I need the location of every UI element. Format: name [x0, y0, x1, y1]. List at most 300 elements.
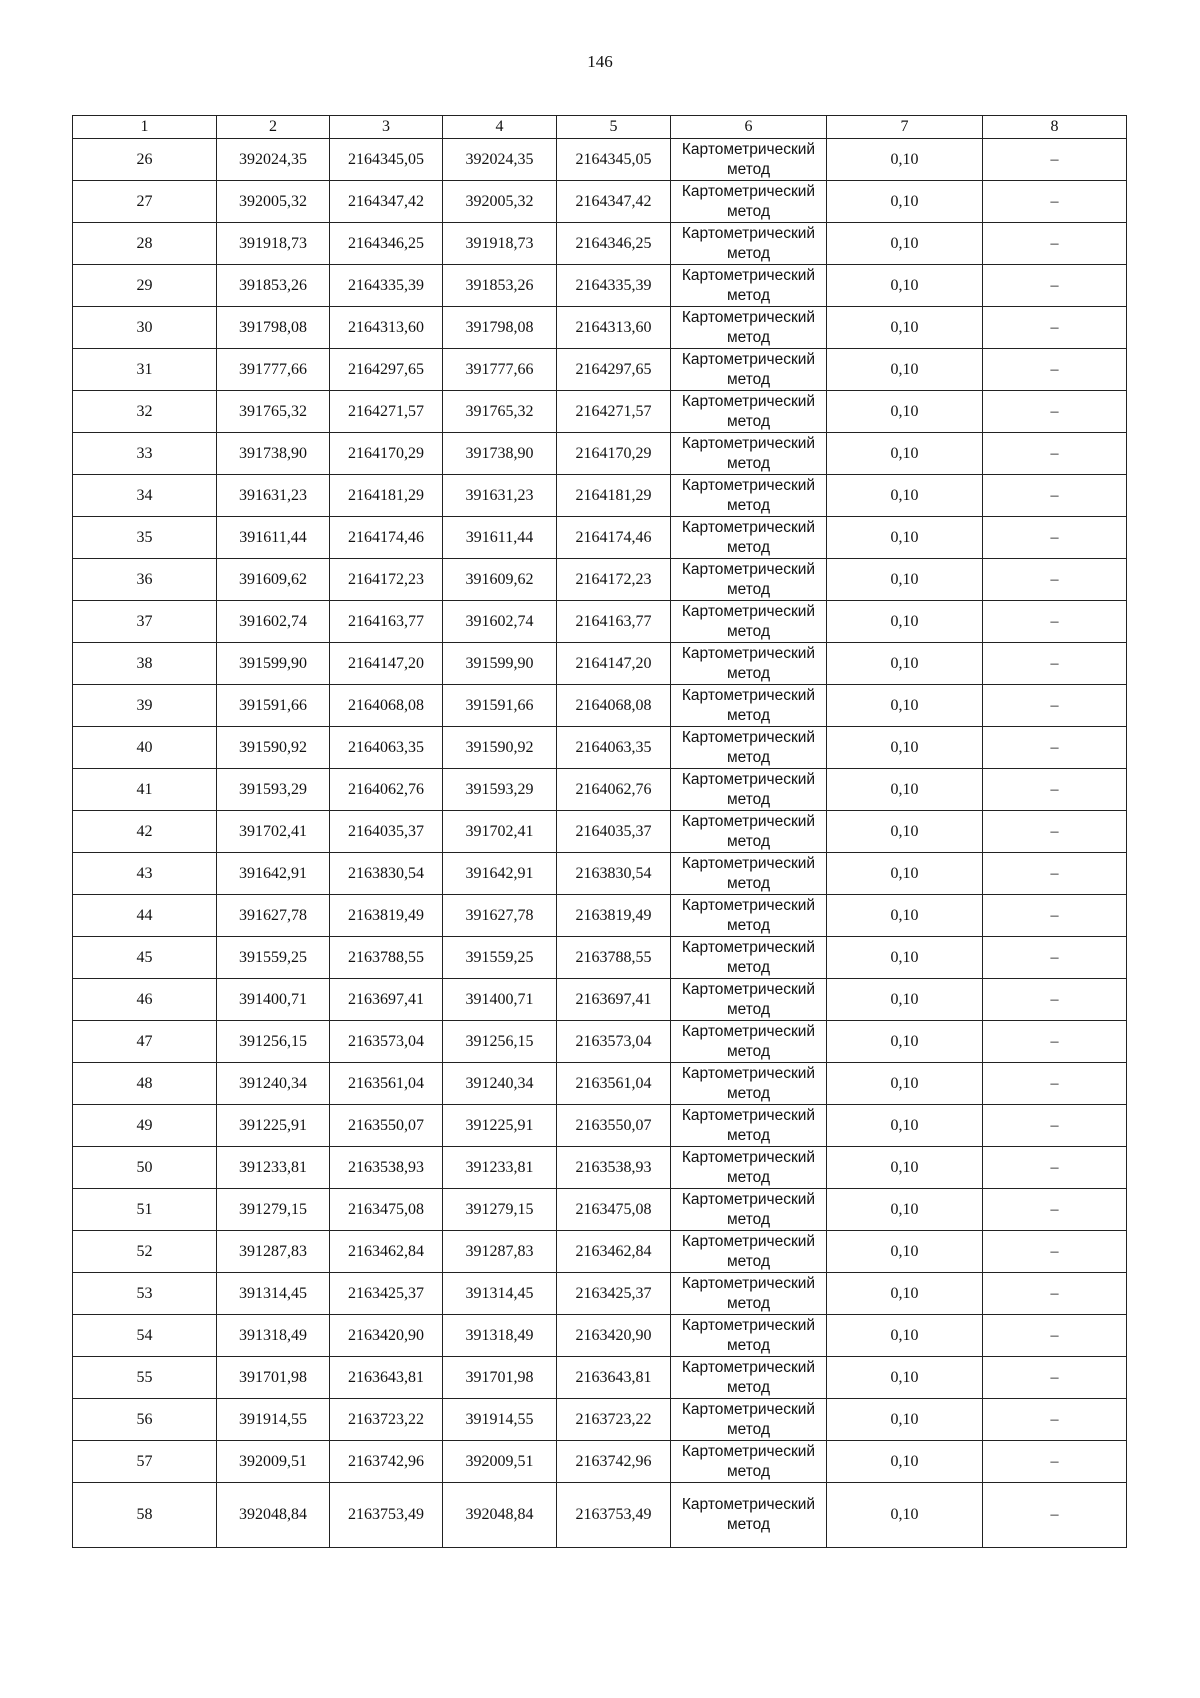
x-coordinate-cell: 391611,44: [443, 517, 557, 559]
method-cell: Картометрический метод: [671, 1021, 827, 1063]
note-cell: –: [983, 811, 1127, 853]
point-number-cell: 33: [73, 433, 217, 475]
y-coordinate-cell: 2164347,42: [330, 181, 443, 223]
note-cell: –: [983, 769, 1127, 811]
point-number-cell: 53: [73, 1273, 217, 1315]
x-coordinate-cell: 391225,91: [217, 1105, 330, 1147]
table-row: [73, 1315, 1127, 1357]
x-coordinate-cell: 391599,90: [217, 643, 330, 685]
y-coordinate-cell: 2163550,07: [557, 1105, 671, 1147]
y-coordinate-cell: 2163420,90: [330, 1315, 443, 1357]
accuracy-cell: 0,10: [827, 349, 983, 391]
y-coordinate-cell: 2163753,49: [330, 1483, 443, 1548]
header-row: [73, 116, 1127, 139]
table-header: [73, 116, 1127, 139]
point-number-cell: 35: [73, 517, 217, 559]
y-coordinate-cell: 2164174,46: [330, 517, 443, 559]
x-coordinate-cell: 391798,08: [443, 307, 557, 349]
note-cell: –: [983, 559, 1127, 601]
method-cell: Картометрический метод: [671, 307, 827, 349]
y-coordinate-cell: 2164170,29: [557, 433, 671, 475]
table-row: [73, 349, 1127, 391]
column-header: 6: [671, 116, 827, 139]
note-cell: –: [983, 1357, 1127, 1399]
method-cell: Картометрический метод: [671, 1063, 827, 1105]
method-cell: Картометрический метод: [671, 937, 827, 979]
point-number-cell: 34: [73, 475, 217, 517]
note-cell: –: [983, 601, 1127, 643]
column-header: 2: [217, 116, 330, 139]
y-coordinate-cell: 2163742,96: [330, 1441, 443, 1483]
x-coordinate-cell: 391701,98: [217, 1357, 330, 1399]
accuracy-cell: 0,10: [827, 265, 983, 307]
table-row: [73, 1273, 1127, 1315]
table-row: [73, 1357, 1127, 1399]
y-coordinate-cell: 2163753,49: [557, 1483, 671, 1548]
x-coordinate-cell: 391400,71: [443, 979, 557, 1021]
y-coordinate-cell: 2164181,29: [557, 475, 671, 517]
coordinates-table: [72, 115, 1127, 1548]
table-row: [73, 1231, 1127, 1273]
y-coordinate-cell: 2163573,04: [557, 1021, 671, 1063]
x-coordinate-cell: 391602,74: [217, 601, 330, 643]
y-coordinate-cell: 2163819,49: [557, 895, 671, 937]
point-number-cell: 26: [73, 139, 217, 181]
note-cell: –: [983, 895, 1127, 937]
table-row: [73, 433, 1127, 475]
y-coordinate-cell: 2163550,07: [330, 1105, 443, 1147]
x-coordinate-cell: 391602,74: [443, 601, 557, 643]
accuracy-cell: 0,10: [827, 139, 983, 181]
table-row: [73, 1399, 1127, 1441]
note-cell: –: [983, 1021, 1127, 1063]
method-cell: Картометрический метод: [671, 559, 827, 601]
x-coordinate-cell: 391627,78: [443, 895, 557, 937]
accuracy-cell: 0,10: [827, 1399, 983, 1441]
x-coordinate-cell: 391233,81: [443, 1147, 557, 1189]
point-number-cell: 46: [73, 979, 217, 1021]
x-coordinate-cell: 392005,32: [443, 181, 557, 223]
y-coordinate-cell: 2164181,29: [330, 475, 443, 517]
note-cell: –: [983, 223, 1127, 265]
x-coordinate-cell: 391738,90: [217, 433, 330, 475]
x-coordinate-cell: 391918,73: [217, 223, 330, 265]
y-coordinate-cell: 2163573,04: [330, 1021, 443, 1063]
table-row: [73, 1147, 1127, 1189]
y-coordinate-cell: 2164347,42: [557, 181, 671, 223]
column-header: 4: [443, 116, 557, 139]
y-coordinate-cell: 2163788,55: [557, 937, 671, 979]
accuracy-cell: 0,10: [827, 685, 983, 727]
column-header: 5: [557, 116, 671, 139]
y-coordinate-cell: 2163462,84: [557, 1231, 671, 1273]
accuracy-cell: 0,10: [827, 853, 983, 895]
x-coordinate-cell: 391318,49: [217, 1315, 330, 1357]
table-row: [73, 643, 1127, 685]
x-coordinate-cell: 391611,44: [217, 517, 330, 559]
x-coordinate-cell: 391400,71: [217, 979, 330, 1021]
column-header: 3: [330, 116, 443, 139]
accuracy-cell: 0,10: [827, 1021, 983, 1063]
y-coordinate-cell: 2164297,65: [557, 349, 671, 391]
y-coordinate-cell: 2164068,08: [330, 685, 443, 727]
accuracy-cell: 0,10: [827, 979, 983, 1021]
note-cell: –: [983, 979, 1127, 1021]
x-coordinate-cell: 391777,66: [217, 349, 330, 391]
point-number-cell: 55: [73, 1357, 217, 1399]
x-coordinate-cell: 391240,34: [443, 1063, 557, 1105]
method-cell: Картометрический метод: [671, 223, 827, 265]
y-coordinate-cell: 2163742,96: [557, 1441, 671, 1483]
y-coordinate-cell: 2163475,08: [557, 1189, 671, 1231]
y-coordinate-cell: 2163723,22: [557, 1399, 671, 1441]
point-number-cell: 28: [73, 223, 217, 265]
x-coordinate-cell: 392005,32: [217, 181, 330, 223]
note-cell: –: [983, 1147, 1127, 1189]
y-coordinate-cell: 2163462,84: [330, 1231, 443, 1273]
x-coordinate-cell: 391765,32: [443, 391, 557, 433]
method-cell: Картометрический метод: [671, 769, 827, 811]
table-row: [73, 1105, 1127, 1147]
accuracy-cell: 0,10: [827, 1063, 983, 1105]
table-row: [73, 517, 1127, 559]
x-coordinate-cell: 391642,91: [217, 853, 330, 895]
method-cell: Картометрический метод: [671, 1357, 827, 1399]
method-cell: Картометрический метод: [671, 1315, 827, 1357]
table-row: [73, 979, 1127, 1021]
x-coordinate-cell: 391609,62: [443, 559, 557, 601]
y-coordinate-cell: 2163723,22: [330, 1399, 443, 1441]
y-coordinate-cell: 2164346,25: [557, 223, 671, 265]
point-number-cell: 50: [73, 1147, 217, 1189]
x-coordinate-cell: 391591,66: [217, 685, 330, 727]
y-coordinate-cell: 2164313,60: [330, 307, 443, 349]
x-coordinate-cell: 391240,34: [217, 1063, 330, 1105]
x-coordinate-cell: 391702,41: [217, 811, 330, 853]
accuracy-cell: 0,10: [827, 307, 983, 349]
point-number-cell: 32: [73, 391, 217, 433]
y-coordinate-cell: 2164335,39: [330, 265, 443, 307]
x-coordinate-cell: 391559,25: [443, 937, 557, 979]
page-number: 146: [587, 52, 613, 71]
method-cell: Картометрический метод: [671, 139, 827, 181]
method-cell: Картометрический метод: [671, 1399, 827, 1441]
x-coordinate-cell: 391914,55: [217, 1399, 330, 1441]
y-coordinate-cell: 2163475,08: [330, 1189, 443, 1231]
point-number-cell: 31: [73, 349, 217, 391]
point-number-cell: 38: [73, 643, 217, 685]
note-cell: –: [983, 391, 1127, 433]
note-cell: –: [983, 643, 1127, 685]
accuracy-cell: 0,10: [827, 181, 983, 223]
x-coordinate-cell: 391225,91: [443, 1105, 557, 1147]
method-cell: Картометрический метод: [671, 1441, 827, 1483]
accuracy-cell: 0,10: [827, 895, 983, 937]
x-coordinate-cell: 391279,15: [217, 1189, 330, 1231]
accuracy-cell: 0,10: [827, 433, 983, 475]
table-row: [73, 1189, 1127, 1231]
table-row: [73, 1063, 1127, 1105]
note-cell: –: [983, 685, 1127, 727]
y-coordinate-cell: 2163561,04: [557, 1063, 671, 1105]
point-number-cell: 29: [73, 265, 217, 307]
note-cell: –: [983, 1273, 1127, 1315]
y-coordinate-cell: 2164345,05: [330, 139, 443, 181]
table-row: [73, 391, 1127, 433]
y-coordinate-cell: 2163788,55: [330, 937, 443, 979]
table-row: [73, 139, 1127, 181]
accuracy-cell: 0,10: [827, 1147, 983, 1189]
accuracy-cell: 0,10: [827, 1441, 983, 1483]
y-coordinate-cell: 2163425,37: [557, 1273, 671, 1315]
method-cell: Картометрический метод: [671, 475, 827, 517]
x-coordinate-cell: 391599,90: [443, 643, 557, 685]
note-cell: –: [983, 475, 1127, 517]
method-cell: Картометрический метод: [671, 181, 827, 223]
method-cell: Картометрический метод: [671, 685, 827, 727]
method-cell: Картометрический метод: [671, 727, 827, 769]
point-number-cell: 48: [73, 1063, 217, 1105]
y-coordinate-cell: 2164063,35: [330, 727, 443, 769]
x-coordinate-cell: 391590,92: [443, 727, 557, 769]
column-header: 8: [983, 116, 1127, 139]
x-coordinate-cell: 391627,78: [217, 895, 330, 937]
point-number-cell: 43: [73, 853, 217, 895]
table-row: [73, 181, 1127, 223]
point-number-cell: 47: [73, 1021, 217, 1063]
note-cell: –: [983, 181, 1127, 223]
x-coordinate-cell: 391738,90: [443, 433, 557, 475]
note-cell: –: [983, 727, 1127, 769]
y-coordinate-cell: 2164062,76: [557, 769, 671, 811]
y-coordinate-cell: 2164035,37: [330, 811, 443, 853]
x-coordinate-cell: 391777,66: [443, 349, 557, 391]
y-coordinate-cell: 2164147,20: [557, 643, 671, 685]
x-coordinate-cell: 391914,55: [443, 1399, 557, 1441]
y-coordinate-cell: 2163420,90: [557, 1315, 671, 1357]
method-cell: Картометрический метод: [671, 979, 827, 1021]
method-cell: Картометрический метод: [671, 895, 827, 937]
x-coordinate-cell: 392024,35: [443, 139, 557, 181]
x-coordinate-cell: 392024,35: [217, 139, 330, 181]
note-cell: –: [983, 1063, 1127, 1105]
y-coordinate-cell: 2164063,35: [557, 727, 671, 769]
x-coordinate-cell: 392048,84: [217, 1483, 330, 1548]
method-cell: Картометрический метод: [671, 391, 827, 433]
note-cell: –: [983, 139, 1127, 181]
y-coordinate-cell: 2163561,04: [330, 1063, 443, 1105]
method-cell: Картометрический метод: [671, 643, 827, 685]
x-coordinate-cell: 391287,83: [217, 1231, 330, 1273]
accuracy-cell: 0,10: [827, 223, 983, 265]
y-coordinate-cell: 2163697,41: [330, 979, 443, 1021]
accuracy-cell: 0,10: [827, 1483, 983, 1548]
method-cell: Картометрический метод: [671, 1273, 827, 1315]
y-coordinate-cell: 2164271,57: [330, 391, 443, 433]
x-coordinate-cell: 391314,45: [217, 1273, 330, 1315]
accuracy-cell: 0,10: [827, 475, 983, 517]
x-coordinate-cell: 391318,49: [443, 1315, 557, 1357]
accuracy-cell: 0,10: [827, 1273, 983, 1315]
point-number-cell: 42: [73, 811, 217, 853]
table-row: [73, 853, 1127, 895]
table-row: [73, 265, 1127, 307]
point-number-cell: 30: [73, 307, 217, 349]
note-cell: –: [983, 307, 1127, 349]
table-row: [73, 1483, 1127, 1548]
point-number-cell: 40: [73, 727, 217, 769]
y-coordinate-cell: 2164068,08: [557, 685, 671, 727]
table-row: [73, 223, 1127, 265]
point-number-cell: 27: [73, 181, 217, 223]
table-row: [73, 1441, 1127, 1483]
accuracy-cell: 0,10: [827, 559, 983, 601]
y-coordinate-cell: 2164174,46: [557, 517, 671, 559]
note-cell: –: [983, 1441, 1127, 1483]
method-cell: Картометрический метод: [671, 349, 827, 391]
y-coordinate-cell: 2164297,65: [330, 349, 443, 391]
accuracy-cell: 0,10: [827, 643, 983, 685]
note-cell: –: [983, 433, 1127, 475]
x-coordinate-cell: 392048,84: [443, 1483, 557, 1548]
note-cell: –: [983, 1189, 1127, 1231]
x-coordinate-cell: 391559,25: [217, 937, 330, 979]
accuracy-cell: 0,10: [827, 1357, 983, 1399]
point-number-cell: 39: [73, 685, 217, 727]
y-coordinate-cell: 2163425,37: [330, 1273, 443, 1315]
table-row: [73, 727, 1127, 769]
table-row: [73, 1021, 1127, 1063]
note-cell: –: [983, 1315, 1127, 1357]
x-coordinate-cell: 391853,26: [443, 265, 557, 307]
x-coordinate-cell: 391279,15: [443, 1189, 557, 1231]
x-coordinate-cell: 391233,81: [217, 1147, 330, 1189]
x-coordinate-cell: 391314,45: [443, 1273, 557, 1315]
accuracy-cell: 0,10: [827, 1315, 983, 1357]
method-cell: Картометрический метод: [671, 517, 827, 559]
x-coordinate-cell: 391590,92: [217, 727, 330, 769]
note-cell: –: [983, 517, 1127, 559]
x-coordinate-cell: 391593,29: [443, 769, 557, 811]
y-coordinate-cell: 2163538,93: [557, 1147, 671, 1189]
point-number-cell: 56: [73, 1399, 217, 1441]
accuracy-cell: 0,10: [827, 769, 983, 811]
y-coordinate-cell: 2163830,54: [557, 853, 671, 895]
point-number-cell: 51: [73, 1189, 217, 1231]
y-coordinate-cell: 2163643,81: [330, 1357, 443, 1399]
y-coordinate-cell: 2164335,39: [557, 265, 671, 307]
point-number-cell: 45: [73, 937, 217, 979]
y-coordinate-cell: 2164035,37: [557, 811, 671, 853]
table-row: [73, 895, 1127, 937]
table-row: [73, 475, 1127, 517]
y-coordinate-cell: 2163697,41: [557, 979, 671, 1021]
x-coordinate-cell: 392009,51: [443, 1441, 557, 1483]
note-cell: –: [983, 1231, 1127, 1273]
x-coordinate-cell: 391631,23: [443, 475, 557, 517]
method-cell: Картометрический метод: [671, 1147, 827, 1189]
x-coordinate-cell: 391256,15: [443, 1021, 557, 1063]
x-coordinate-cell: 391701,98: [443, 1357, 557, 1399]
x-coordinate-cell: 391918,73: [443, 223, 557, 265]
y-coordinate-cell: 2164170,29: [330, 433, 443, 475]
x-coordinate-cell: 392009,51: [217, 1441, 330, 1483]
method-cell: Картометрический метод: [671, 811, 827, 853]
method-cell: Картометрический метод: [671, 1105, 827, 1147]
note-cell: –: [983, 1399, 1127, 1441]
method-cell: Картометрический метод: [671, 853, 827, 895]
y-coordinate-cell: 2164163,77: [330, 601, 443, 643]
point-number-cell: 41: [73, 769, 217, 811]
x-coordinate-cell: 391798,08: [217, 307, 330, 349]
table-row: [73, 601, 1127, 643]
accuracy-cell: 0,10: [827, 1189, 983, 1231]
point-number-cell: 54: [73, 1315, 217, 1357]
note-cell: –: [983, 853, 1127, 895]
y-coordinate-cell: 2164062,76: [330, 769, 443, 811]
y-coordinate-cell: 2163819,49: [330, 895, 443, 937]
y-coordinate-cell: 2163643,81: [557, 1357, 671, 1399]
x-coordinate-cell: 391593,29: [217, 769, 330, 811]
point-number-cell: 58: [73, 1483, 217, 1548]
note-cell: –: [983, 1483, 1127, 1548]
method-cell: Картометрический метод: [671, 265, 827, 307]
table-row: [73, 685, 1127, 727]
x-coordinate-cell: 391631,23: [217, 475, 330, 517]
y-coordinate-cell: 2164271,57: [557, 391, 671, 433]
note-cell: –: [983, 349, 1127, 391]
column-header: 7: [827, 116, 983, 139]
table-row: [73, 811, 1127, 853]
accuracy-cell: 0,10: [827, 1231, 983, 1273]
y-coordinate-cell: 2164346,25: [330, 223, 443, 265]
note-cell: –: [983, 937, 1127, 979]
point-number-cell: 36: [73, 559, 217, 601]
table-row: [73, 307, 1127, 349]
column-header: 1: [73, 116, 217, 139]
y-coordinate-cell: 2163830,54: [330, 853, 443, 895]
y-coordinate-cell: 2163538,93: [330, 1147, 443, 1189]
accuracy-cell: 0,10: [827, 391, 983, 433]
method-cell: Картометрический метод: [671, 1189, 827, 1231]
y-coordinate-cell: 2164313,60: [557, 307, 671, 349]
x-coordinate-cell: 391853,26: [217, 265, 330, 307]
method-cell: Картометрический метод: [671, 1231, 827, 1273]
table-row: [73, 559, 1127, 601]
accuracy-cell: 0,10: [827, 1105, 983, 1147]
method-cell: Картометрический метод: [671, 1483, 827, 1548]
accuracy-cell: 0,10: [827, 937, 983, 979]
x-coordinate-cell: 391702,41: [443, 811, 557, 853]
x-coordinate-cell: 391609,62: [217, 559, 330, 601]
accuracy-cell: 0,10: [827, 727, 983, 769]
accuracy-cell: 0,10: [827, 517, 983, 559]
accuracy-cell: 0,10: [827, 811, 983, 853]
table-body: [73, 139, 1127, 1548]
method-cell: Картометрический метод: [671, 601, 827, 643]
y-coordinate-cell: 2164345,05: [557, 139, 671, 181]
note-cell: –: [983, 265, 1127, 307]
y-coordinate-cell: 2164147,20: [330, 643, 443, 685]
x-coordinate-cell: 391287,83: [443, 1231, 557, 1273]
note-cell: –: [983, 1105, 1127, 1147]
x-coordinate-cell: 391765,32: [217, 391, 330, 433]
point-number-cell: 52: [73, 1231, 217, 1273]
point-number-cell: 44: [73, 895, 217, 937]
method-cell: Картометрический метод: [671, 433, 827, 475]
x-coordinate-cell: 391642,91: [443, 853, 557, 895]
x-coordinate-cell: 391591,66: [443, 685, 557, 727]
